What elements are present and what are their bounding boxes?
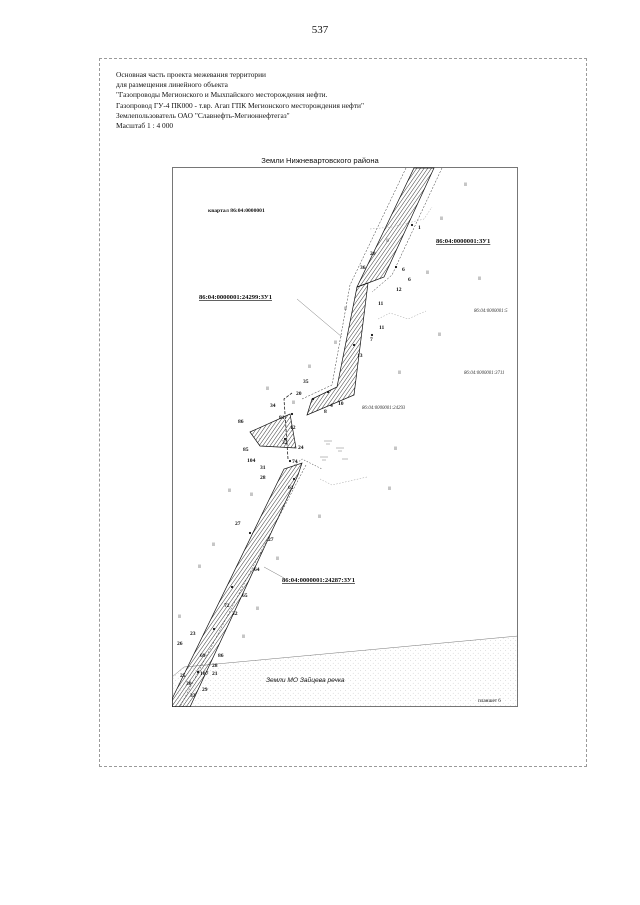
- header-line-3: "Газопроводы Мегионского и Мыхпайского месторождения нефти.: [116, 90, 328, 100]
- survey-map-svg: [172, 167, 518, 707]
- point-label: 33: [190, 693, 196, 699]
- point-label: 21: [212, 671, 218, 677]
- point-label: 6: [408, 277, 411, 283]
- point-label: 11: [379, 325, 385, 331]
- sheet-label: планшет 6: [478, 698, 501, 704]
- land-use-symbol: |||: [292, 399, 296, 404]
- point-label: 86: [238, 419, 244, 425]
- point-label: 25: [180, 673, 186, 679]
- point-label: 36: [360, 265, 366, 271]
- point-label: 4: [330, 403, 333, 409]
- point-label: 20: [296, 391, 302, 397]
- land-use-symbol: |||: [388, 485, 392, 490]
- point-label: 11: [378, 301, 384, 307]
- municipal-territory-label: Земли МО Зайцева речка: [266, 677, 345, 684]
- point-label: 61: [288, 485, 294, 491]
- land-use-symbol: |||: [198, 563, 202, 568]
- header-line-2: для размещения линейного объекта: [116, 80, 228, 90]
- survey-map: [172, 167, 518, 707]
- land-use-symbol: |||: [438, 331, 442, 336]
- point-label: 86: [218, 653, 224, 659]
- point-label: 104: [247, 458, 256, 464]
- land-use-symbol: |||: [398, 369, 402, 374]
- land-use-symbol: |||: [242, 633, 246, 638]
- point-label: 85: [243, 447, 249, 453]
- point-label: 23: [190, 631, 196, 637]
- point-label: 32: [282, 440, 288, 446]
- header-line-6: Масштаб 1 : 4 000: [116, 121, 174, 131]
- land-use-symbol: |||: [178, 613, 182, 618]
- point-label: 81: [279, 415, 285, 421]
- parcel-label-24287: 86:04:0000001:24287:ЗУ1: [282, 577, 355, 584]
- neighbor-parcel-5: 86:04:0000001:5: [474, 309, 508, 314]
- point-label: 65: [242, 593, 248, 599]
- land-use-symbol: |||: [256, 605, 260, 610]
- point-label: 32: [232, 611, 238, 617]
- point-label: 20: [370, 251, 376, 257]
- point-label: 28: [212, 663, 218, 669]
- point-label: 28: [260, 475, 266, 481]
- point-label: 72: [224, 603, 230, 609]
- land-use-symbol: |||: [250, 491, 254, 496]
- point-label: 27: [268, 537, 274, 543]
- header-line-5: Землепользователь ОАО "Славнефть-Мегионнефтегаз": [116, 110, 290, 120]
- point-label: 26: [177, 641, 183, 647]
- point-label: 34: [270, 403, 276, 409]
- point-label: 74: [292, 459, 298, 465]
- point-label: 12: [290, 425, 296, 431]
- parcel-label-24299: 86:04:0000001:24299:ЗУ1: [199, 294, 272, 301]
- land-use-symbol: |||: [212, 541, 216, 546]
- land-use-symbol: |||: [344, 305, 348, 310]
- land-use-symbol: |||: [276, 555, 280, 560]
- land-use-symbol: |||: [266, 385, 270, 390]
- point-label: 6: [402, 267, 405, 273]
- land-use-symbol: |||: [426, 269, 430, 274]
- point-label: 69: [200, 653, 206, 659]
- map-top-territory-title: Земли Нижневартовского района: [261, 156, 379, 165]
- quarter-label: квартал 86:04:0000001: [208, 208, 265, 214]
- point-label: 24: [298, 445, 304, 451]
- header-line-1: Основная часть проекта межевания территории: [116, 70, 266, 79]
- land-use-symbol: |||: [394, 445, 398, 450]
- point-label: 27: [235, 521, 241, 527]
- document-header: [116, 70, 364, 131]
- point-label: 64: [254, 567, 260, 573]
- land-use-symbol: |||: [318, 513, 322, 518]
- land-use-symbol: |||: [228, 487, 232, 492]
- header-line-4: Газопровод ГУ-4 ПК000 - т.вр. Агап ГПК Мегионского месторождения нефти": [116, 100, 365, 110]
- neighbor-parcel-24293: 86:04:0000001:24293: [362, 406, 406, 411]
- page-number: 537: [311, 24, 329, 36]
- land-use-symbol: |||: [440, 215, 444, 220]
- point-label: 30: [186, 681, 192, 687]
- land-use-symbol: |||: [464, 181, 468, 186]
- neighbor-parcel-3711: 86:04:0000001:3711: [464, 371, 505, 376]
- land-use-symbol: |||: [308, 363, 312, 368]
- point-label: 107: [200, 671, 209, 677]
- land-use-symbol: |||: [478, 275, 482, 280]
- point-label: 31: [260, 465, 266, 471]
- point-label: 29: [202, 687, 208, 693]
- land-use-symbol: |||: [386, 237, 390, 242]
- point-label: 7: [370, 337, 373, 343]
- point-label: 1: [418, 225, 421, 231]
- point-label: 10: [338, 401, 344, 407]
- parcel-label-zu1: 86:04:0000001:ЗУ1: [436, 238, 491, 245]
- point-label: 12: [396, 287, 402, 293]
- point-label: 35: [303, 379, 309, 385]
- point-label: 13: [357, 353, 363, 359]
- land-use-symbol: |||: [334, 339, 338, 344]
- point-label: 8: [324, 409, 327, 415]
